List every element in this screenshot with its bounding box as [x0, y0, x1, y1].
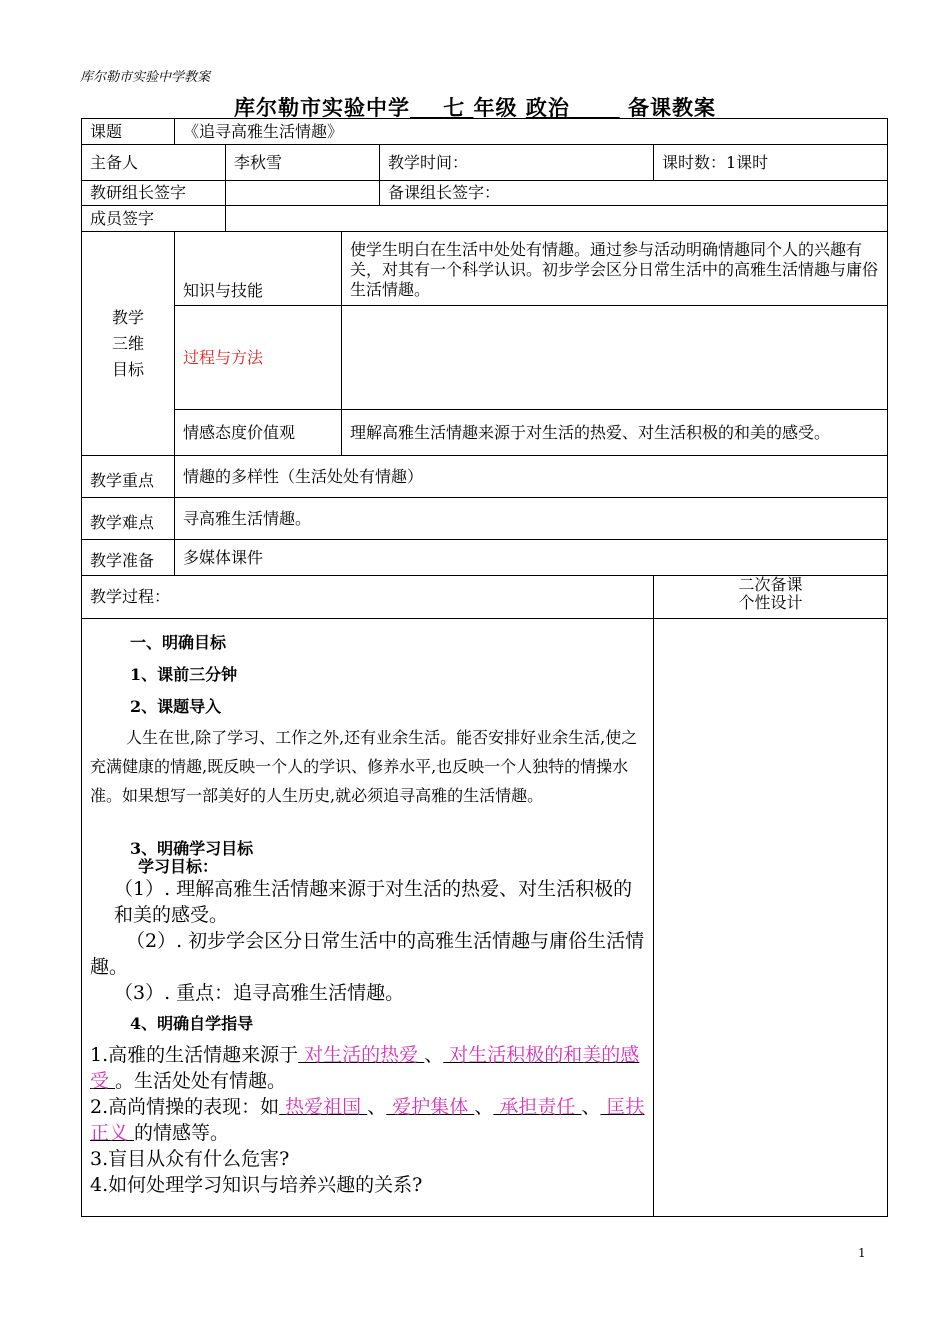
preparation-row — [82, 540, 888, 576]
goals-label-line: 三维 — [111, 333, 144, 353]
title-doc-type: 备课教案 — [628, 95, 717, 120]
process-body-row — [82, 619, 888, 1217]
secondary-prep-body[interactable] — [654, 619, 888, 1217]
answer-blank: 热爱祖国 — [279, 1096, 368, 1118]
knowledge-skills-label: 知识与技能 — [175, 232, 342, 306]
title-grade-suffix: 年级 — [473, 95, 518, 120]
teaching-process-label: 教学过程： — [82, 576, 654, 619]
section-heading: 2、课题导入 — [130, 697, 222, 716]
goals-label-line: 教学 — [111, 307, 144, 327]
question-text: 2.高尚情操的表现：如 — [90, 1096, 280, 1118]
section-heading: 3、明确学习目标 — [130, 839, 254, 858]
emotion-attitude-label: 情感态度价值观 — [175, 410, 342, 456]
title-grade: 七 — [443, 95, 466, 120]
knowledge-row — [82, 232, 888, 306]
topic-label: 课题 — [82, 119, 175, 145]
answer-blank: 对生活的热爱 — [298, 1044, 425, 1066]
lesson-plan-table — [81, 118, 888, 1217]
learning-goal: （3）. 重点：追寻高雅生活情趣。 — [114, 982, 405, 1004]
preparer-label: 主备人 — [82, 145, 226, 181]
answer-blank: 爱护集体 — [386, 1096, 475, 1118]
key-point-label: 教学重点 — [82, 456, 175, 498]
secondary-prep-line: 二次备课 — [738, 575, 803, 594]
member-sign-label: 成员签字 — [82, 206, 226, 232]
sign-row — [82, 181, 888, 206]
class-hours: 课时数：1课时 — [654, 145, 888, 181]
answer-blank: 对生活积极的和美的感受 — [90, 1044, 640, 1092]
emotion-attitude-text: 理解高雅生活情趣来源于对生活的热爱、对生活积极的和美的感受。 — [342, 410, 888, 456]
difficulty-row — [82, 498, 888, 540]
process-method-label: 过程与方法 — [175, 306, 342, 410]
question-text: 。生活处处有情趣。 — [115, 1070, 287, 1092]
teaching-time-label: 教学时间： — [380, 145, 654, 181]
separator: 、 — [581, 1096, 601, 1118]
process-method-text — [342, 306, 888, 410]
question-text: 的情感等。 — [134, 1122, 230, 1144]
answer-blank: 匡扶正义 — [90, 1096, 645, 1144]
goals-label-line: 目标 — [111, 359, 144, 379]
three-dimension-goals-label — [82, 232, 175, 456]
header-note: 库尔勒市实验中学教案 — [80, 70, 211, 85]
page-number: 1 — [858, 1246, 866, 1260]
group-sign-label: 备课组长签字： — [380, 181, 888, 206]
guide-question-4: 4.如何处理学习知识与培养兴趣的关系? — [90, 1174, 423, 1196]
knowledge-skills-text: 使学生明白在生活中处处有情趣。通过参与活动明确情趣同个人的兴趣有关，对其有一个科学认识。初步学会区分日常生活中的高雅生活情趣与庸俗生活情趣。 — [342, 232, 888, 306]
learning-goal: （2）. 初步学会区分日常生活中的高雅生活情趣与庸俗生活情趣。 — [90, 930, 645, 978]
research-sign-label: 教研组长签字 — [82, 181, 226, 206]
process-header-row — [82, 576, 888, 619]
member-sign-row — [82, 206, 888, 232]
guide-question-2 — [90, 1094, 645, 1146]
topic-row — [82, 119, 888, 145]
guide-question-3: 3.盲目从众有什么危害? — [90, 1148, 290, 1170]
key-point-row — [82, 456, 888, 498]
intro-paragraph: 人生在世,除了学习、工作之外,还有业余生活。能否安排好业余生活,使之充满健康的情趣,既反映一个人的学识、修养水平,也反映一个人独特的情操水准。如果想写一部美好的人生历史,就必须追寻高雅的生活情趣。 — [90, 728, 638, 805]
difficulty-text: 寻高雅生活情趣。 — [175, 498, 888, 540]
separator: 、 — [474, 1096, 494, 1118]
section-heading: 一、明确目标 — [130, 633, 227, 652]
title-school: 库尔勒市实验中学 — [233, 95, 410, 120]
emotion-row — [82, 410, 888, 456]
guide-question-1 — [90, 1042, 645, 1094]
key-point-text: 情趣的多样性（生活处处有情趣） — [175, 456, 888, 498]
member-sign-field[interactable] — [226, 206, 888, 232]
secondary-prep-line: 个性设计 — [738, 593, 803, 612]
separator: 、 — [367, 1096, 387, 1118]
preparation-label: 教学准备 — [82, 540, 175, 576]
separator: 、 — [424, 1044, 444, 1066]
teaching-process-body — [82, 619, 654, 1217]
answer-blank: 承担责任 — [493, 1096, 582, 1118]
section-heading: 1、课前三分钟 — [130, 665, 238, 684]
learning-goals-title: 学习目标： — [138, 857, 219, 876]
difficulty-label: 教学难点 — [82, 498, 175, 540]
learning-goal: （1）. 理解高雅生活情趣来源于对生活的热爱、对生活积极的和美的感受。 — [114, 878, 633, 926]
preparer-value: 李秋雪 — [226, 145, 380, 181]
process-method-row — [82, 306, 888, 410]
preparation-text: 多媒体课件 — [175, 540, 888, 576]
secondary-prep-header — [654, 576, 888, 619]
title-subject: 政治 — [525, 95, 570, 120]
question-text: 1.高雅的生活情趣来源于 — [90, 1044, 299, 1066]
section-heading: 4、明确自学指导 — [130, 1014, 254, 1033]
preparer-row — [82, 145, 888, 181]
research-sign-field[interactable] — [226, 181, 380, 206]
topic-value: 《追寻高雅生活情趣》 — [175, 119, 888, 145]
